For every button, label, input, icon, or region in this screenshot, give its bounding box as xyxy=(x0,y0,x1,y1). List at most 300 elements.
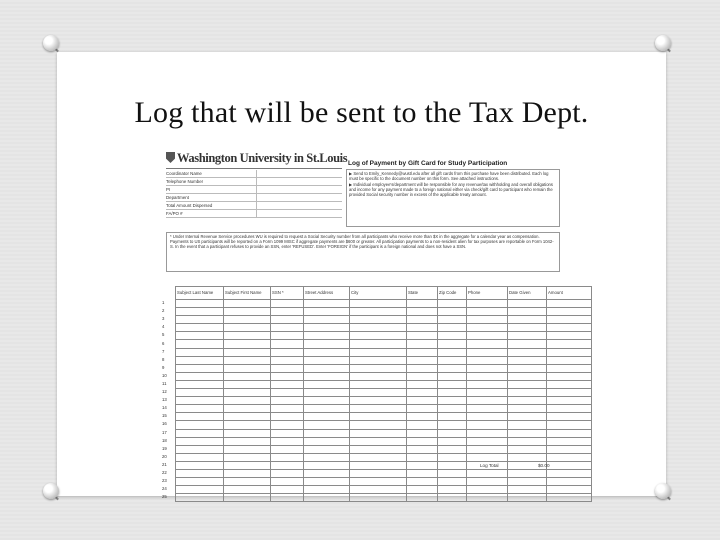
table-cell xyxy=(467,324,508,332)
row-number: 14 xyxy=(161,405,176,413)
table-row xyxy=(161,372,592,380)
table-cell xyxy=(350,453,407,461)
table-cell xyxy=(467,445,508,453)
form-field-label: PI xyxy=(166,186,171,192)
table-cell xyxy=(467,453,508,461)
row-number: 1 xyxy=(161,300,176,308)
row-number: 9 xyxy=(161,364,176,372)
table-cell xyxy=(350,300,407,308)
table-cell xyxy=(271,437,304,445)
table-cell xyxy=(350,445,407,453)
table-cell xyxy=(304,348,350,356)
table-cell xyxy=(467,348,508,356)
table-cell xyxy=(224,348,271,356)
table-cell xyxy=(304,324,350,332)
university-logo xyxy=(166,151,347,165)
row-number: 23 xyxy=(161,478,176,486)
table-cell xyxy=(438,478,467,486)
row-number: 24 xyxy=(161,486,176,494)
table-cell xyxy=(508,445,547,453)
table-cell xyxy=(271,397,304,405)
column-header: City xyxy=(350,287,407,300)
table-cell xyxy=(467,421,508,429)
table-cell xyxy=(508,437,547,445)
table-cell xyxy=(467,486,508,494)
form-field xyxy=(166,186,342,194)
table-cell xyxy=(350,340,407,348)
table-row xyxy=(161,405,592,413)
table-cell xyxy=(547,316,592,324)
table-cell xyxy=(407,461,438,469)
table-cell xyxy=(350,348,407,356)
table-cell xyxy=(224,308,271,316)
form-field-label: Total Amount Dispersed xyxy=(166,202,213,208)
table-cell xyxy=(438,469,467,477)
table-row xyxy=(161,364,592,372)
table-cell xyxy=(508,340,547,348)
table-cell xyxy=(438,332,467,340)
table-cell xyxy=(407,421,438,429)
table-cell xyxy=(547,332,592,340)
table-cell xyxy=(407,348,438,356)
table-cell xyxy=(508,397,547,405)
table-cell xyxy=(508,413,547,421)
table-cell xyxy=(407,445,438,453)
table-cell xyxy=(304,340,350,348)
table-cell xyxy=(508,389,547,397)
column-header: Phone xyxy=(467,287,508,300)
table-cell xyxy=(438,324,467,332)
table-cell xyxy=(304,389,350,397)
table-cell xyxy=(508,421,547,429)
table-cell xyxy=(508,356,547,364)
row-number: 21 xyxy=(161,461,176,469)
row-number: 15 xyxy=(161,413,176,421)
table-cell xyxy=(407,340,438,348)
table-cell xyxy=(176,332,224,340)
column-header: Amount xyxy=(547,287,592,300)
logo-divider xyxy=(166,168,342,169)
table-cell xyxy=(271,389,304,397)
row-number-header xyxy=(161,287,176,300)
form-field-value xyxy=(256,178,342,185)
table-cell xyxy=(407,405,438,413)
table-cell xyxy=(176,364,224,372)
table-cell xyxy=(547,445,592,453)
table-cell xyxy=(350,364,407,372)
table-row xyxy=(161,486,592,494)
table-cell xyxy=(271,300,304,308)
form-field xyxy=(166,170,342,178)
shield-icon xyxy=(166,152,175,163)
form-field-label: FA/PO # xyxy=(166,210,183,216)
table-cell xyxy=(407,308,438,316)
pushpin-icon xyxy=(652,480,674,502)
table-cell xyxy=(547,389,592,397)
row-number: 6 xyxy=(161,340,176,348)
column-header: Date Given xyxy=(508,287,547,300)
row-number: 11 xyxy=(161,380,176,388)
table-cell xyxy=(350,316,407,324)
table-cell xyxy=(271,348,304,356)
table-cell xyxy=(176,372,224,380)
table-cell xyxy=(304,461,350,469)
instruction-item: ▶ Send to Emily_Kennedy@wustl.edu after all gift cards from this purchase have been distributed. Each log must be specific to the document number on this form. See attached instructions. xyxy=(349,171,549,181)
table-cell xyxy=(271,364,304,372)
table-cell xyxy=(467,494,508,502)
table-cell xyxy=(224,380,271,388)
column-header: Subject First Name xyxy=(224,287,271,300)
table-cell xyxy=(547,461,592,469)
table-cell xyxy=(407,332,438,340)
table-cell xyxy=(224,486,271,494)
table-cell xyxy=(438,364,467,372)
table-cell xyxy=(304,397,350,405)
table-cell xyxy=(271,372,304,380)
table-cell xyxy=(508,469,547,477)
table-cell xyxy=(271,340,304,348)
table-cell xyxy=(467,429,508,437)
table-row xyxy=(161,469,592,477)
table-cell xyxy=(547,413,592,421)
table-cell xyxy=(547,437,592,445)
table-cell xyxy=(271,421,304,429)
row-number: 12 xyxy=(161,389,176,397)
table-row xyxy=(161,316,592,324)
table-cell xyxy=(547,486,592,494)
table-cell xyxy=(304,356,350,364)
table-cell xyxy=(547,324,592,332)
instruction-item: ▶ Individual employee's/department will be responsible for any revenue/tax withholding and overall obligations and income for any payment made to a foreign national either via check/gift card to participant who remain the provided Social security number in excess of the applicable treaty amount. xyxy=(349,182,553,197)
form-field-value xyxy=(256,210,342,217)
table-cell xyxy=(224,478,271,486)
table-cell xyxy=(271,461,304,469)
table-cell xyxy=(467,340,508,348)
table-cell xyxy=(176,429,224,437)
form-field-value xyxy=(256,202,342,209)
table-cell xyxy=(224,445,271,453)
table-cell xyxy=(271,356,304,364)
table-cell xyxy=(224,405,271,413)
table-cell xyxy=(224,453,271,461)
table-cell xyxy=(304,413,350,421)
table-cell xyxy=(271,324,304,332)
payment-log-document xyxy=(160,148,565,500)
row-number: 4 xyxy=(161,324,176,332)
table-cell xyxy=(304,494,350,502)
table-cell xyxy=(350,405,407,413)
table-cell xyxy=(467,397,508,405)
table-row xyxy=(161,437,592,445)
table-cell xyxy=(467,316,508,324)
table-cell xyxy=(224,429,271,437)
table-cell xyxy=(438,356,467,364)
table-cell xyxy=(547,421,592,429)
table-cell xyxy=(224,324,271,332)
table-cell xyxy=(508,380,547,388)
table-cell xyxy=(304,453,350,461)
table-cell xyxy=(176,324,224,332)
table-cell xyxy=(438,413,467,421)
table-cell xyxy=(176,478,224,486)
table-cell xyxy=(508,453,547,461)
table-cell xyxy=(176,397,224,405)
row-number: 7 xyxy=(161,348,176,356)
table-cell xyxy=(467,332,508,340)
table-cell xyxy=(438,372,467,380)
table-cell xyxy=(224,397,271,405)
table-cell xyxy=(224,389,271,397)
row-number: 25 xyxy=(161,494,176,502)
table-row xyxy=(161,356,592,364)
table-cell xyxy=(271,308,304,316)
table-cell xyxy=(271,445,304,453)
table-cell xyxy=(438,308,467,316)
table-cell xyxy=(224,372,271,380)
table-cell xyxy=(224,494,271,502)
table-row xyxy=(161,413,592,421)
column-header: SSN * xyxy=(271,287,304,300)
table-cell xyxy=(407,316,438,324)
table-cell xyxy=(508,300,547,308)
table-cell xyxy=(224,332,271,340)
table-cell xyxy=(304,308,350,316)
table-cell xyxy=(176,356,224,364)
table-cell xyxy=(407,364,438,372)
table-row xyxy=(161,478,592,486)
table-cell xyxy=(176,494,224,502)
table-row xyxy=(161,445,592,453)
table-cell xyxy=(176,445,224,453)
row-number: 22 xyxy=(161,469,176,477)
table-cell xyxy=(508,364,547,372)
pushpin-icon xyxy=(40,480,62,502)
table-cell xyxy=(224,316,271,324)
table-cell xyxy=(438,348,467,356)
table-cell xyxy=(271,453,304,461)
log-total-value: $0.00 xyxy=(538,463,550,468)
table-cell xyxy=(350,308,407,316)
table-cell xyxy=(508,372,547,380)
table-cell xyxy=(467,413,508,421)
document-header xyxy=(160,148,565,230)
table-cell xyxy=(350,389,407,397)
table-cell xyxy=(407,300,438,308)
column-header: State xyxy=(407,287,438,300)
table-cell xyxy=(350,469,407,477)
table-cell xyxy=(304,445,350,453)
table-cell xyxy=(271,478,304,486)
table-cell xyxy=(176,453,224,461)
row-number: 5 xyxy=(161,332,176,340)
table-cell xyxy=(304,429,350,437)
coordinator-fields xyxy=(166,170,342,218)
table-row xyxy=(161,461,592,469)
table-cell xyxy=(350,356,407,364)
table-cell xyxy=(407,429,438,437)
form-field-label: Coordinator Name xyxy=(166,170,202,176)
log-total-label: Log Total xyxy=(480,463,499,468)
table-row xyxy=(161,380,592,388)
table-cell xyxy=(304,437,350,445)
table-cell xyxy=(350,421,407,429)
table-cell xyxy=(467,389,508,397)
row-number: 17 xyxy=(161,429,176,437)
table-cell xyxy=(304,316,350,324)
table-cell xyxy=(350,413,407,421)
table-cell xyxy=(438,300,467,308)
table-cell xyxy=(438,494,467,502)
table-cell xyxy=(438,486,467,494)
table-cell xyxy=(467,364,508,372)
table-cell xyxy=(438,316,467,324)
table-cell xyxy=(547,372,592,380)
table-cell xyxy=(176,486,224,494)
form-field xyxy=(166,202,342,210)
table-cell xyxy=(407,397,438,405)
form-field xyxy=(166,194,342,202)
table-cell xyxy=(350,461,407,469)
table-cell xyxy=(508,478,547,486)
table-row xyxy=(161,397,592,405)
table-cell xyxy=(508,348,547,356)
logo-text: Washington University in St.Louis xyxy=(177,151,348,165)
table-cell xyxy=(438,445,467,453)
table-cell xyxy=(467,478,508,486)
table-cell xyxy=(407,469,438,477)
table-cell xyxy=(438,453,467,461)
table-cell xyxy=(224,421,271,429)
table-cell xyxy=(176,461,224,469)
table-cell xyxy=(508,486,547,494)
table-cell xyxy=(224,469,271,477)
table-cell xyxy=(438,437,467,445)
table-cell xyxy=(350,486,407,494)
table-cell xyxy=(176,316,224,324)
table-cell xyxy=(304,332,350,340)
table-cell xyxy=(304,478,350,486)
row-number: 13 xyxy=(161,397,176,405)
table-cell xyxy=(176,413,224,421)
table-cell xyxy=(407,356,438,364)
table-cell xyxy=(407,437,438,445)
pushpin-icon xyxy=(40,32,62,54)
table-cell xyxy=(176,437,224,445)
table-cell xyxy=(467,469,508,477)
column-header: Zip Code xyxy=(438,287,467,300)
table-cell xyxy=(508,494,547,502)
table-cell xyxy=(176,405,224,413)
slide-title: Log that will be sent to the Tax Dept. xyxy=(134,96,589,129)
column-header: Street Address xyxy=(304,287,350,300)
form-field-value xyxy=(256,170,342,177)
form-field xyxy=(166,178,342,186)
table-cell xyxy=(224,356,271,364)
table-cell xyxy=(271,413,304,421)
table-cell xyxy=(407,453,438,461)
table-cell xyxy=(407,380,438,388)
table-cell xyxy=(271,405,304,413)
table-row xyxy=(161,300,592,308)
table-cell xyxy=(176,300,224,308)
table-cell xyxy=(271,429,304,437)
table-cell xyxy=(350,332,407,340)
row-number: 8 xyxy=(161,356,176,364)
table-cell xyxy=(176,469,224,477)
table-cell xyxy=(508,308,547,316)
table-row xyxy=(161,494,592,502)
table-row xyxy=(161,308,592,316)
row-number: 2 xyxy=(161,308,176,316)
table-cell xyxy=(304,469,350,477)
table-cell xyxy=(547,348,592,356)
table-row xyxy=(161,324,592,332)
form-field xyxy=(166,210,342,218)
table-cell xyxy=(547,494,592,502)
row-number: 20 xyxy=(161,453,176,461)
table-cell xyxy=(176,389,224,397)
table-cell xyxy=(438,429,467,437)
table-cell xyxy=(271,486,304,494)
table-cell xyxy=(350,397,407,405)
table-row xyxy=(161,429,592,437)
table-cell xyxy=(350,324,407,332)
table-cell xyxy=(438,389,467,397)
table-cell xyxy=(438,340,467,348)
table-cell xyxy=(176,421,224,429)
table-cell xyxy=(467,300,508,308)
table-cell xyxy=(508,316,547,324)
table-cell xyxy=(467,372,508,380)
table-cell xyxy=(304,421,350,429)
form-field-label: Department xyxy=(166,194,189,200)
table-cell xyxy=(350,478,407,486)
form-title: Log of Payment by Gift Card for Study Participation xyxy=(348,160,508,167)
table-cell xyxy=(407,478,438,486)
form-field-value xyxy=(256,186,342,193)
table-cell xyxy=(438,380,467,388)
table-row xyxy=(161,348,592,356)
table-cell xyxy=(224,340,271,348)
table-cell xyxy=(407,372,438,380)
table-cell xyxy=(224,364,271,372)
table-cell xyxy=(271,332,304,340)
table-cell xyxy=(224,461,271,469)
table-cell xyxy=(350,429,407,437)
row-number: 19 xyxy=(161,445,176,453)
table-cell xyxy=(467,437,508,445)
table-row xyxy=(161,389,592,397)
form-field-value xyxy=(256,194,342,201)
table-cell xyxy=(547,429,592,437)
table-cell xyxy=(407,486,438,494)
table-cell xyxy=(547,478,592,486)
table-cell xyxy=(271,380,304,388)
pushpin-icon xyxy=(652,32,674,54)
table-cell xyxy=(547,469,592,477)
table-cell xyxy=(467,380,508,388)
table-row xyxy=(161,421,592,429)
table-cell xyxy=(304,372,350,380)
table-cell xyxy=(547,397,592,405)
table-cell xyxy=(407,413,438,421)
table-cell xyxy=(407,324,438,332)
table-cell xyxy=(508,324,547,332)
form-field-label: Telephone Number xyxy=(166,178,204,184)
row-number: 10 xyxy=(161,372,176,380)
table-cell xyxy=(304,300,350,308)
table-cell xyxy=(547,364,592,372)
